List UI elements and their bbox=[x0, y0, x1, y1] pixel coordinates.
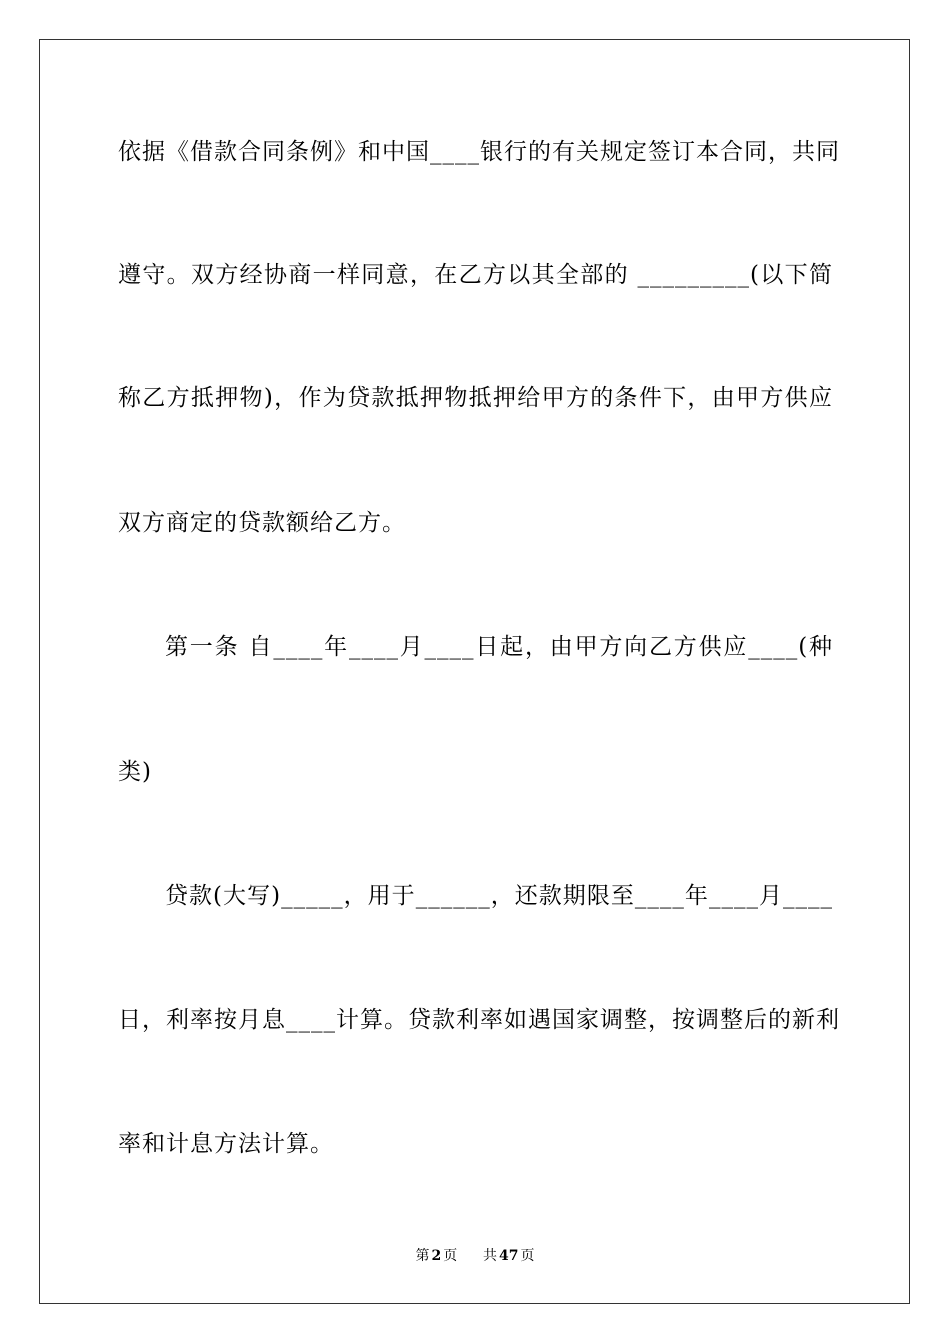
page-indicator bbox=[413, 1248, 459, 1264]
text-line-4: 双方商定的贷款额给乙方。 bbox=[118, 510, 406, 536]
text-line-2: 遵守。双方经协商一样同意，在乙方以其全部的 _________(以下简 bbox=[118, 262, 833, 288]
loan-line-3: 率和计息方法计算。 bbox=[118, 1131, 334, 1157]
total-indicator bbox=[481, 1248, 536, 1264]
clause-1-line-1: 第一条 自____年____月____日起，由甲方向乙方供应____(种 bbox=[165, 634, 833, 660]
total-prefix: 共 bbox=[483, 1248, 498, 1264]
page-border bbox=[39, 39, 910, 1304]
text-line-3: 称乙方抵押物)，作为贷款抵押物抵押给甲方的条件下，由甲方供应 bbox=[118, 385, 833, 411]
loan-line-2: 日，利率按月息____计算。贷款利率如遇国家调整，按调整后的新利 bbox=[118, 1007, 840, 1033]
page-footer bbox=[0, 1247, 950, 1265]
page-suffix: 页 bbox=[443, 1248, 458, 1264]
total-suffix: 页 bbox=[520, 1248, 535, 1264]
clause-1-line-2: 类) bbox=[118, 759, 152, 785]
page-prefix: 第 bbox=[415, 1248, 430, 1264]
loan-line-1: 贷款(大写)_____，用于______，还款期限至____年____月____ bbox=[165, 883, 833, 909]
total-pages: 47 bbox=[499, 1248, 519, 1264]
page-number: 2 bbox=[431, 1248, 442, 1264]
text-line-1: 依据《借款合同条例》和中国____银行的有关规定签订本合同，共同 bbox=[118, 139, 840, 165]
